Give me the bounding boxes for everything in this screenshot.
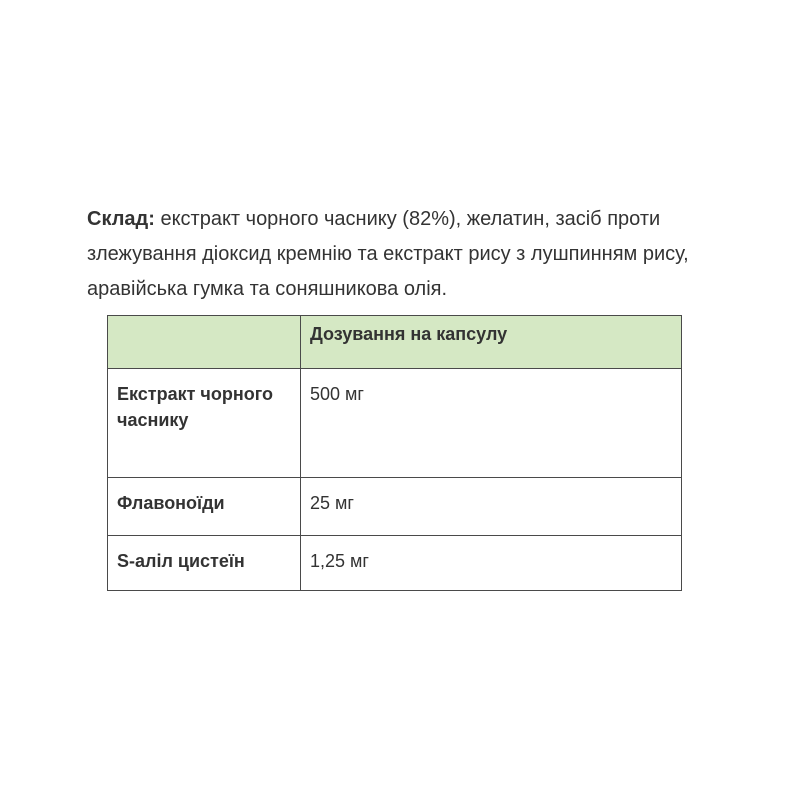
ingredient-dosage: 25 мг	[301, 478, 682, 536]
header-empty-cell	[108, 316, 301, 369]
composition-paragraph	[87, 202, 727, 307]
ingredient-name: S-аліл цистеїн	[108, 536, 301, 591]
header-dosage-per-capsule: Дозування на капсулу	[301, 316, 682, 369]
table-row	[108, 369, 682, 478]
composition-text: екстракт чорного часнику (82%), желатин, засіб проти злежування діоксид кремнію та екстракт рису з лушпинням рису, аравійська гумка та соняшникова олія.	[87, 208, 689, 300]
ingredient-dosage: 500 мг	[301, 369, 682, 478]
dosage-table	[107, 315, 682, 591]
composition-label: Склад:	[87, 208, 155, 230]
table-header-row	[108, 316, 682, 369]
ingredient-dosage: 1,25 мг	[301, 536, 682, 591]
table-row	[108, 478, 682, 536]
ingredient-name: Флавоноїди	[108, 478, 301, 536]
table-row	[108, 536, 682, 591]
ingredient-name: Екстракт чорного часнику	[108, 369, 301, 478]
